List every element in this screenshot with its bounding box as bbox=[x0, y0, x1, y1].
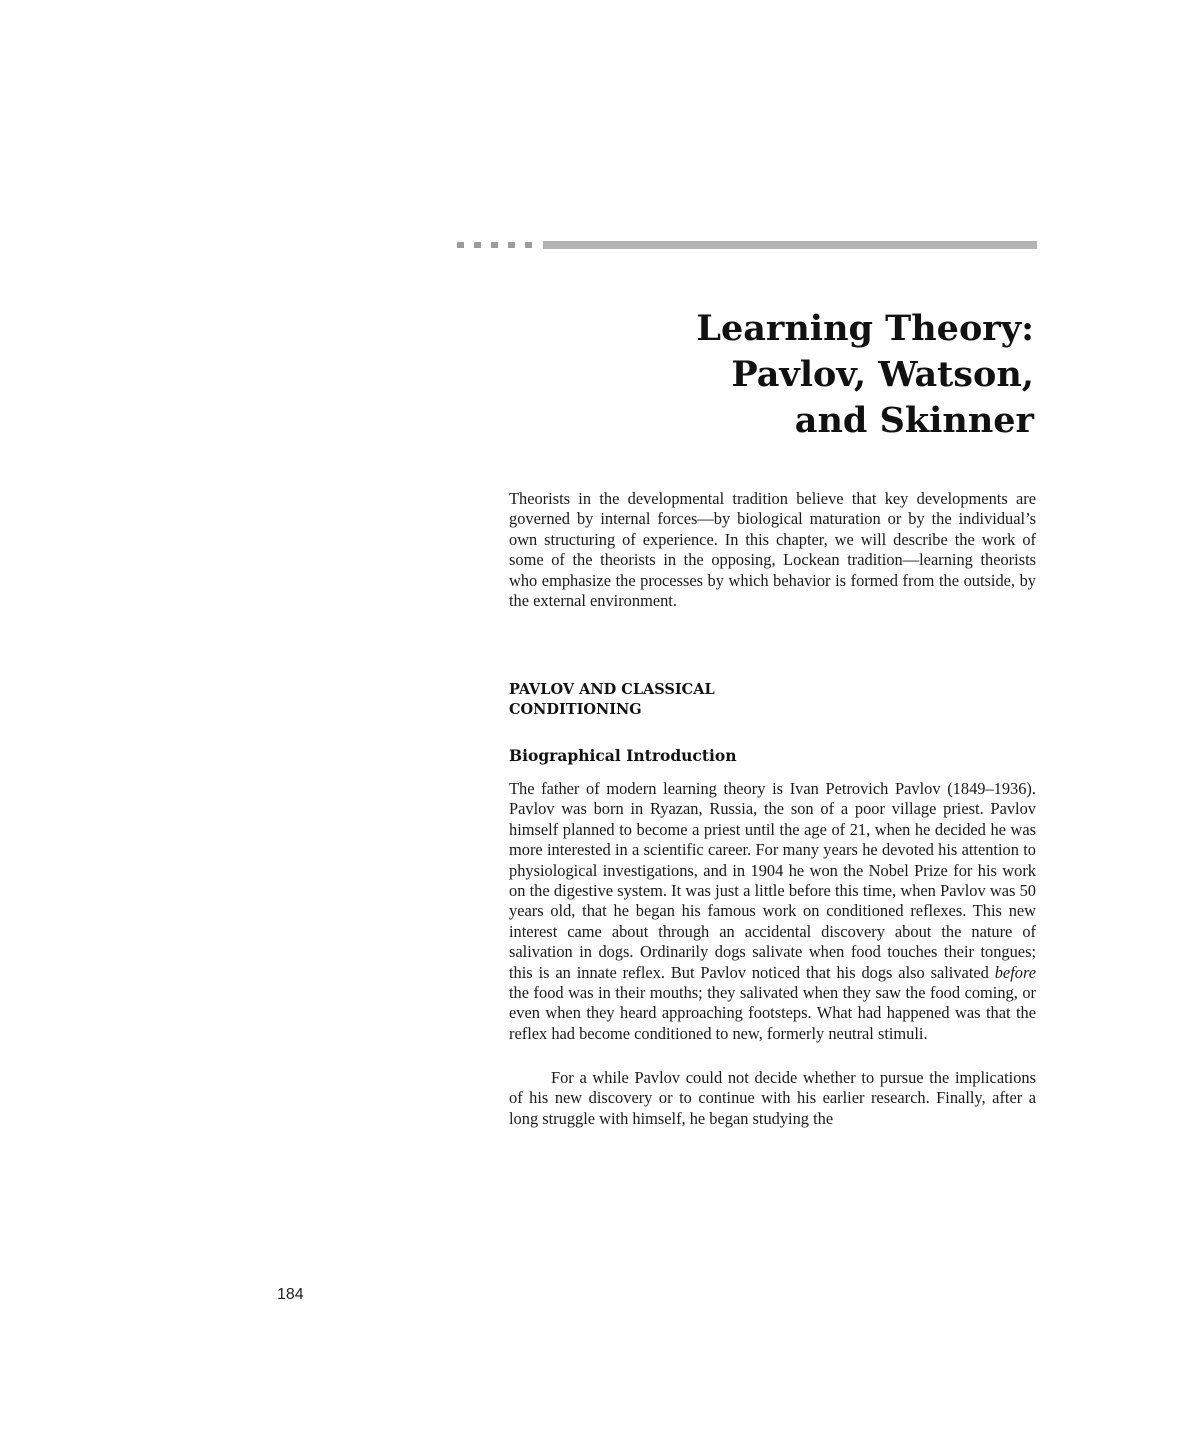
rule-dot bbox=[525, 242, 532, 248]
section-heading-line: CONDITIONING bbox=[509, 701, 642, 718]
page-number: 184 bbox=[277, 1286, 304, 1303]
emphasis-text: before bbox=[994, 962, 1036, 982]
rule-dot bbox=[457, 242, 464, 248]
chapter-title bbox=[534, 306, 1034, 444]
biography-paragraph-1 bbox=[509, 779, 1036, 1044]
subsection-heading: Biographical Introduction bbox=[509, 746, 737, 765]
paragraph-text: the food was in their mouths; they salivated when they saw the food coming, or even when they heard approaching footsteps. What had happened was that the reflex had become conditioned to new, formerly neutral stimuli. bbox=[509, 983, 1036, 1043]
biography-paragraph-2: For a while Pavlov could not decide whether to pursue the implications of his new discovery or to continue with his earlier research. Finally, after a long struggle with himself, he began studying the bbox=[509, 1068, 1036, 1128]
rule-dot bbox=[491, 242, 498, 248]
paragraph-text: The father of modern learning theory is Ivan Petrovich Pavlov (1849–1936). Pavlov was born in Ryazan, Russia, the son of a poor village priest. Pavlov himself planned to become a priest until the age of 21, when he decided he was more interested in a scientific career. For many years he devoted his attention to physiological investigations, and in 1904 he won the Nobel Prize for his work on the digestive system. It was just a little before this time, when Pavlov was 50 years old, that he began his famous work on conditioned reflexes. This new interest came about through an accidental discovery about the nature of salivation in dogs. Ordinarily dogs salivate when food touches their tongues; this is an innate reflex. But Pavlov noticed that his dogs also salivated bbox=[509, 779, 1036, 982]
intro-paragraph: Theorists in the developmental tradition believe that key developments are governed by internal forces—by biological maturation or by the individual’s own structuring of experience. In this chapter, we will describe the work of some of the theorists in the opposing, Lockean tradition—learning theorists who emphasize the processes by which behavior is formed from the outside, by the external environment. bbox=[509, 489, 1036, 611]
rule-dot bbox=[508, 242, 515, 248]
section-heading bbox=[509, 680, 909, 720]
chapter-title-line: Learning Theory: bbox=[696, 308, 1034, 349]
rule-dot bbox=[474, 242, 481, 248]
rule-bar bbox=[543, 241, 1037, 249]
section-heading-line: PAVLOV AND CLASSICAL bbox=[509, 681, 715, 698]
chapter-title-line: and Skinner bbox=[794, 400, 1034, 441]
chapter-header-rule bbox=[457, 241, 1037, 249]
chapter-title-line: Pavlov, Watson, bbox=[731, 354, 1034, 395]
